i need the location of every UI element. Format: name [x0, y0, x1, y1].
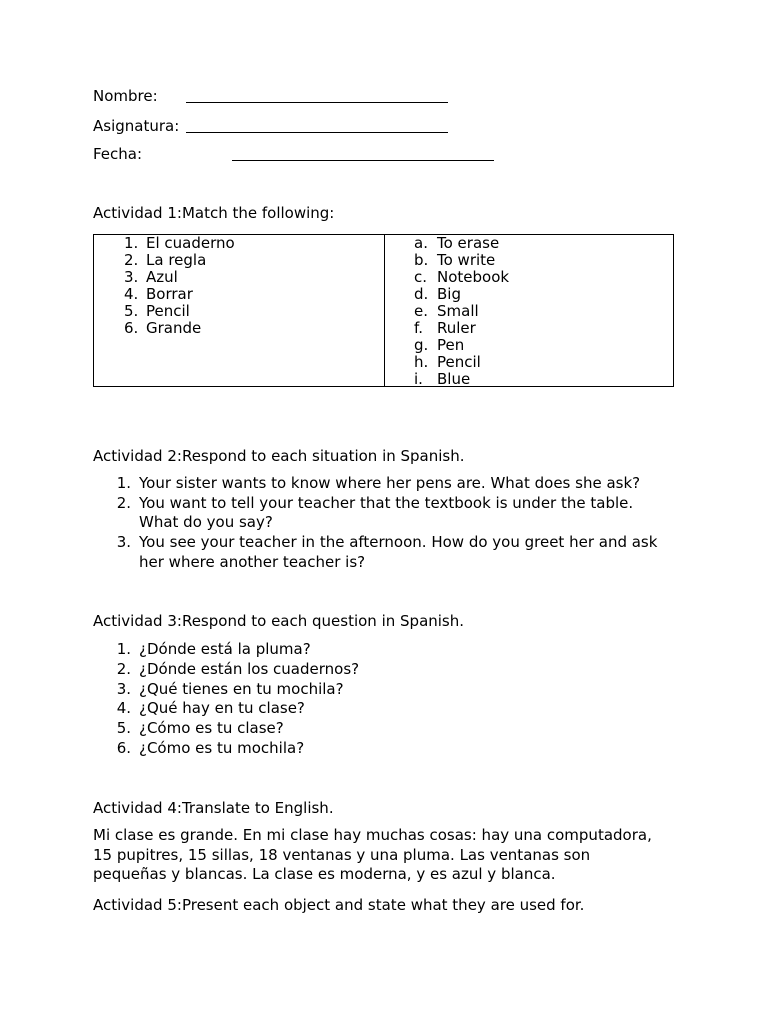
- match-right-marker: f.: [414, 319, 423, 337]
- activity-3-prefix: Actividad 3:: [93, 612, 182, 630]
- match-right-marker: c.: [414, 268, 428, 286]
- activity-2-heading: [93, 447, 465, 465]
- match-right-item: Big: [437, 285, 461, 303]
- match-right-marker: d.: [414, 285, 429, 303]
- activity-3-heading: [93, 612, 464, 630]
- matching-table: [93, 234, 674, 387]
- situation-text-line: Your sister wants to know where her pens are. What does she ask?: [139, 474, 641, 492]
- subject-label: Asignatura:: [93, 117, 180, 135]
- match-left-item: Grande: [146, 319, 202, 337]
- match-right-item: Small: [437, 302, 479, 320]
- match-right-item: Pencil: [437, 353, 481, 371]
- match-left-marker: 1.: [124, 234, 139, 252]
- match-right-item: Ruler: [437, 319, 476, 337]
- date-field-line[interactable]: [232, 160, 494, 161]
- question-number: 3.: [116, 679, 131, 698]
- match-left-marker: 4.: [124, 285, 139, 303]
- match-right-marker: i.: [414, 370, 423, 388]
- match-right-item: Pen: [437, 336, 465, 354]
- situation-text-line: You see your teacher in the afternoon. How do you greet her and ask: [139, 533, 658, 552]
- name-label: Nombre:: [93, 87, 158, 105]
- paragraph-line: Mi clase es grande. En mi clase hay muchas cosas: hay una computadora,: [93, 826, 652, 844]
- match-right-marker: e.: [414, 302, 428, 320]
- paragraph-line: pequeñas y blancas. La clase es moderna, y es azul y blanca.: [93, 865, 556, 883]
- match-left-marker: 5.: [124, 302, 139, 320]
- question-number: 6.: [116, 739, 131, 757]
- activity-4-heading: [93, 799, 334, 817]
- match-right-marker: a.: [414, 234, 428, 252]
- match-left-item: Azul: [146, 268, 178, 286]
- situation-text-line: her where another teacher is?: [139, 552, 366, 571]
- date-label: Fecha:: [93, 145, 143, 163]
- match-right-item: Notebook: [437, 268, 510, 286]
- situation-text-line: What do you say?: [139, 513, 273, 532]
- question-text: ¿Qué hay en tu clase?: [139, 699, 305, 718]
- match-right-marker: h.: [414, 353, 429, 371]
- activity-4-instruction: Translate to English.: [181, 799, 334, 817]
- question-text: ¿Dónde está la pluma?: [139, 640, 311, 658]
- match-right-marker: g.: [414, 336, 429, 354]
- match-left-item: La regla: [146, 251, 207, 269]
- activity-1-instruction: Match the following:: [181, 204, 335, 222]
- subject-field-line[interactable]: [186, 132, 448, 133]
- activity-5-prefix: Actividad 5:: [93, 896, 182, 914]
- question-number: 4.: [116, 699, 131, 718]
- situation-number: 3.: [116, 533, 131, 552]
- question-number: 2.: [116, 659, 131, 678]
- match-left-item: Pencil: [146, 302, 190, 320]
- match-right-item: To write: [437, 251, 496, 269]
- question-text: ¿Cómo es tu mochila?: [139, 739, 305, 757]
- match-left-item: El cuaderno: [146, 234, 235, 252]
- activity-2-instruction: Respond to each situation in Spanish.: [181, 447, 465, 465]
- paragraph-line: 15 pupitres, 15 sillas, 18 ventanas y una pluma. Las ventanas son: [93, 845, 591, 864]
- situation-text-line: You want to tell your teacher that the textbook is under the table.: [139, 493, 634, 512]
- activity-1-heading: [93, 204, 334, 222]
- question-number: 5.: [116, 719, 131, 738]
- activity-4-prefix: Actividad 4:: [93, 799, 182, 817]
- activity-3-instruction: Respond to each question in Spanish.: [181, 612, 465, 630]
- activity-2-prefix: Actividad 2:: [93, 447, 182, 465]
- matching-table-divider: [384, 235, 385, 386]
- name-field-line[interactable]: [186, 102, 448, 103]
- match-right-item: Blue: [437, 370, 471, 388]
- match-right-marker: b.: [414, 251, 429, 269]
- question-text: ¿Qué tienes en tu mochila?: [139, 679, 344, 698]
- match-left-marker: 6.: [124, 319, 139, 337]
- activity-1-prefix: Actividad 1:: [93, 204, 182, 222]
- situation-number: 1.: [116, 474, 131, 492]
- activity-5-heading: [93, 896, 584, 914]
- question-text: ¿Cómo es tu clase?: [139, 719, 284, 738]
- match-right-item: To erase: [437, 234, 500, 252]
- question-text: ¿Dónde están los cuadernos?: [139, 659, 360, 678]
- situation-number: 2.: [116, 493, 131, 512]
- match-left-marker: 2.: [124, 251, 139, 269]
- match-left-marker: 3.: [124, 268, 139, 286]
- question-number: 1.: [116, 640, 131, 658]
- match-left-item: Borrar: [146, 285, 193, 303]
- activity-5-instruction: Present each object and state what they are used for.: [181, 896, 585, 914]
